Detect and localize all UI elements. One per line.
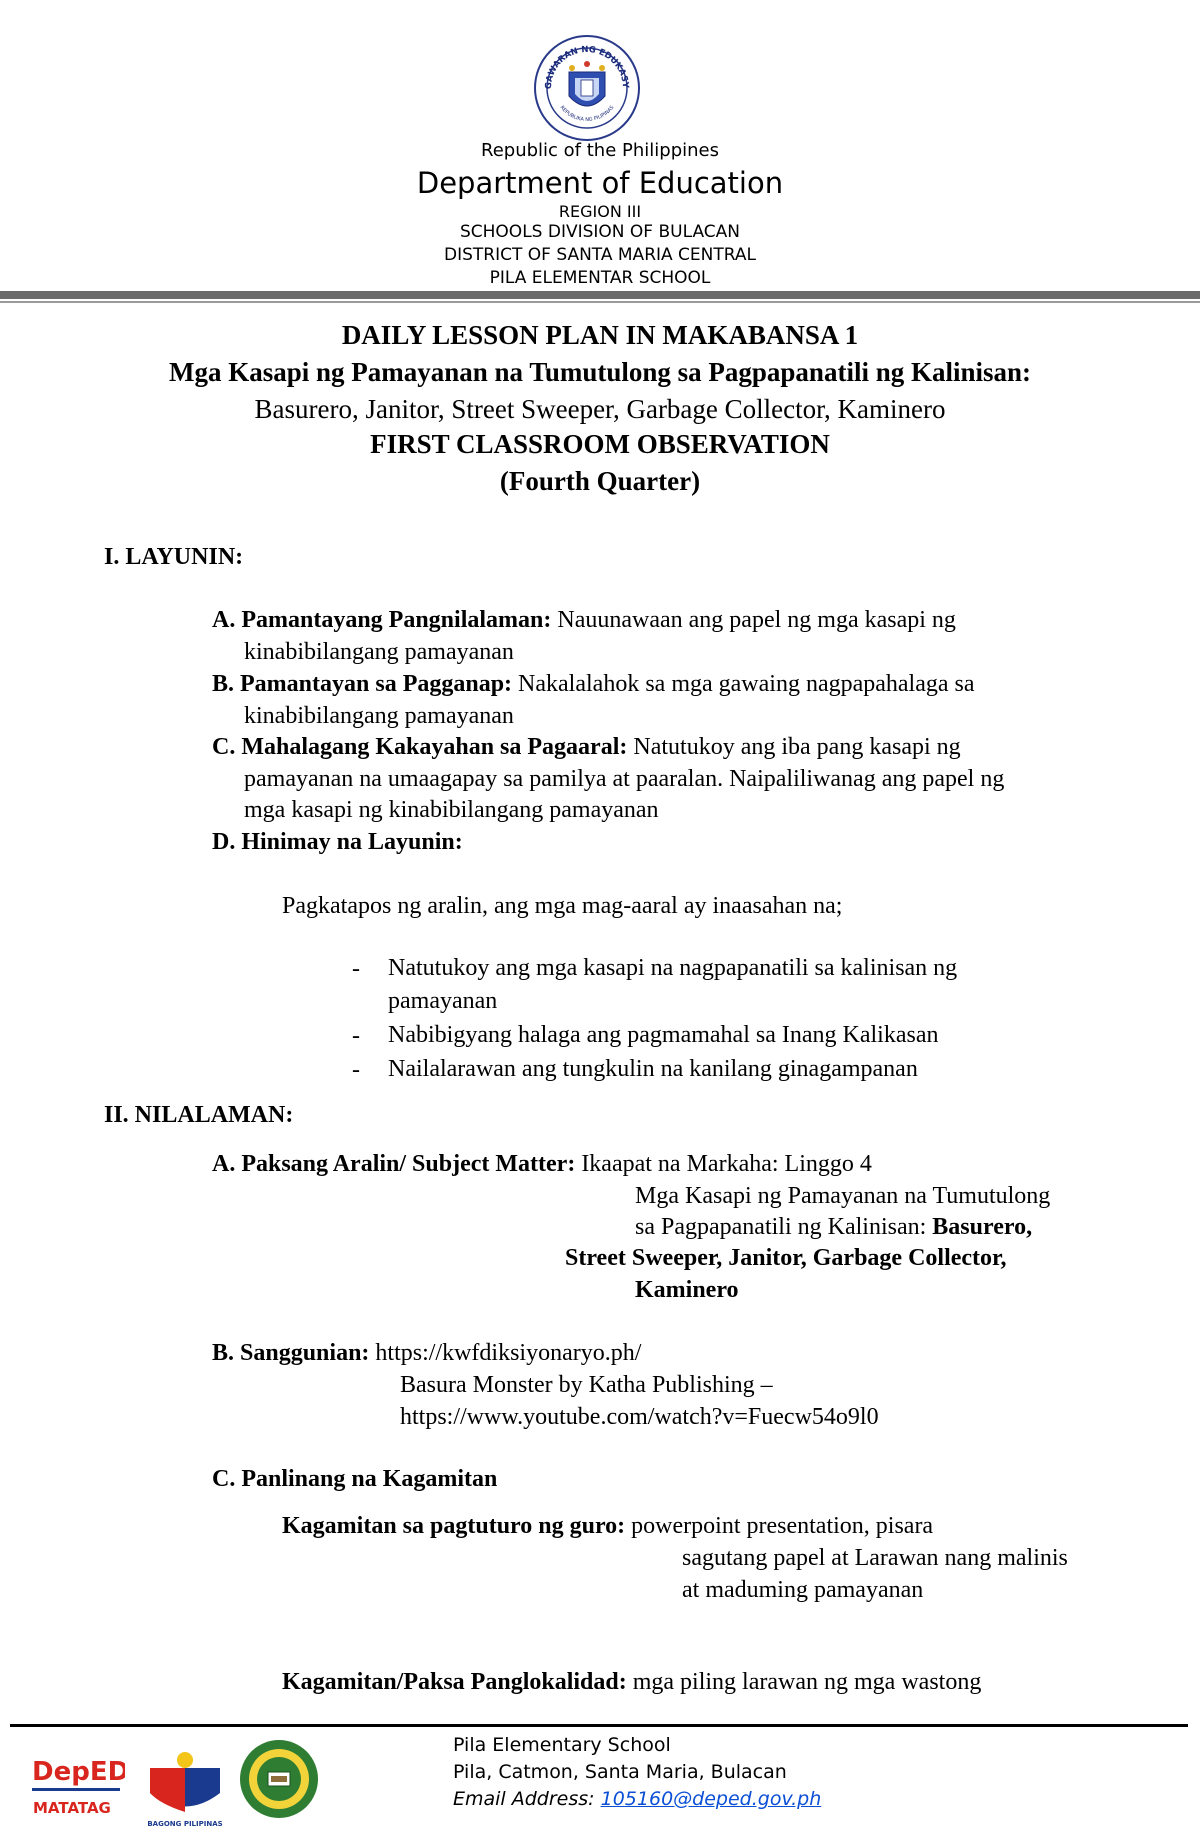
subject-matter-line5: Kaminero — [635, 1277, 739, 1303]
bullet-1-line2: pamayanan — [388, 988, 498, 1014]
republic-text: Republic of the Philippines — [481, 140, 719, 161]
svg-text:REPUBLIKA NG PILIPINAS: REPUBLIKA NG PILIPINAS — [558, 104, 616, 123]
subject-matter-line3 — [635, 1211, 1032, 1243]
subject-matter-text3: sa Pagpapanatili ng Kalinisan: — [635, 1214, 933, 1240]
local-materials-text: mga piling larawan ng mga wastong — [626, 1669, 982, 1695]
item-b-text: Nakalalahok sa mga gawaing nagpapahalaga sa — [512, 671, 975, 697]
subject-matter-line4: Street Sweeper, Janitor, Garbage Collector, — [565, 1245, 1007, 1271]
teacher-materials-line2: sagutang papel at Larawan nang malinis — [682, 1545, 1068, 1571]
page-title: DAILY LESSON PLAN IN MAKABANSA 1 — [341, 320, 859, 350]
item-c-label: C. Mahalagang Kakayahan sa Pagaaral: — [212, 734, 628, 760]
item-c-line1 — [212, 731, 961, 763]
reference-basura-monster: Basura Monster by Katha Publishing – — [400, 1372, 773, 1398]
department-name: Department of Education — [416, 166, 784, 200]
subject-matter-label: A. Paksang Aralin/ Subject Matter: — [212, 1151, 576, 1177]
section-layunin-heading: I. LAYUNIN: — [104, 544, 244, 570]
footer-school-name: Pila Elementary School — [453, 1734, 671, 1756]
email-link[interactable]: 105160@deped.gov.ph — [600, 1788, 822, 1810]
bullet-1-line1: Natutukoy ang mga kasapi na nagpapanatili sa kalinisan ng — [388, 955, 958, 981]
svg-text:MATATAG: MATATAG — [33, 1799, 111, 1817]
school-seal-icon — [238, 1738, 320, 1820]
teacher-materials-label: Kagamitan sa pagtuturo ng guro: — [282, 1513, 626, 1539]
item-c-text: Natutukoy ang iba pang kasapi ng — [627, 734, 961, 760]
deped-logo-icon — [30, 1742, 125, 1822]
item-c-line2: pamayanan na umaagapay sa pamilya at paaralan. Naipaliliwanag ang papel ng — [244, 766, 1005, 792]
svg-text:BAGONG PILIPINAS: BAGONG PILIPINAS — [147, 1820, 223, 1828]
local-materials-line1 — [282, 1666, 981, 1698]
quarter-title: (Fourth Quarter) — [499, 466, 701, 496]
bullet-2: Nabibigyang halaga ang pagmamahal sa Inang Kalikasan — [388, 1022, 939, 1048]
lesson-topic: Mga Kasapi ng Pamayanan na Tumutulong sa Pagpapanatili ng Kalinisan: — [169, 357, 1031, 387]
bagong-pilipinas-logo — [140, 1738, 230, 1828]
email-label: Email Address: — [453, 1788, 595, 1810]
local-materials-label: Kagamitan/Paksa Panglokalidad: — [282, 1669, 627, 1695]
item-b-line2: kinabibilangang pamayanan — [244, 703, 514, 729]
teacher-materials-line1 — [282, 1510, 933, 1542]
objectives-intro: Pagkatapos ng aralin, ang mga mag-aaral ay inaasahan na; — [282, 893, 843, 919]
region-text: REGION III — [558, 202, 642, 221]
bullet-mark: - — [352, 956, 360, 982]
subject-matter-basurero: Basurero, — [932, 1214, 1033, 1240]
teacher-materials-text: powerpoint presentation, pisara — [625, 1513, 934, 1539]
item-a-line2: kinabibilangang pamayanan — [244, 639, 514, 665]
header-divider — [0, 291, 1200, 299]
item-d-label: D. Hinimay na Layunin: — [212, 829, 463, 855]
item-a-line1 — [212, 604, 956, 636]
reference-link-kwf: https://kwfdiksiyonaryo.ph/ — [369, 1340, 642, 1366]
section-nilalaman-heading: II. NILALAMAN: — [104, 1102, 294, 1128]
footer-divider — [10, 1724, 1188, 1727]
header-divider-thin — [0, 301, 1200, 303]
district-text: DISTRICT OF SANTA MARIA CENTRAL — [444, 245, 756, 265]
footer-email-line — [453, 1788, 821, 1810]
bullet-mark: - — [352, 1023, 360, 1049]
subject-matter-line1 — [212, 1148, 872, 1180]
item-a-label: A. Pamantayang Pangnilalaman: — [212, 607, 552, 633]
item-b-line1 — [212, 668, 975, 700]
deped-matatag-logo — [30, 1742, 125, 1822]
bullet-mark: - — [352, 1057, 360, 1083]
svg-text:DepED: DepED — [32, 1757, 125, 1787]
references-label: B. Sanggunian: — [212, 1340, 370, 1366]
deped-seal — [533, 34, 641, 142]
materials-heading: C. Panlinang na Kagamitan — [212, 1466, 498, 1492]
seal-icon — [533, 34, 641, 142]
subject-matter-text: Ikaapat na Markaha: Linggo 4 — [575, 1151, 872, 1177]
item-a-text: Nauunawaan ang papel ng mga kasapi ng — [551, 607, 956, 633]
references-line1 — [212, 1337, 641, 1369]
lesson-subtopic: Basurero, Janitor, Street Sweeper, Garbage Collector, Kaminero — [254, 394, 946, 424]
observation-title: FIRST CLASSROOM OBSERVATION — [370, 429, 830, 459]
teacher-materials-line3: at maduming pamayanan — [682, 1577, 924, 1603]
bullet-3: Nailalarawan ang tungkulin na kanilang ginagampanan — [388, 1056, 918, 1082]
school-seal-logo — [238, 1738, 320, 1820]
svg-text:KAGAWARAN NG EDUKASYON: GAWARAN NG EDUKASY — [543, 44, 631, 90]
reference-link-youtube: https://www.youtube.com/watch?v=Fuecw54o9l0 — [400, 1404, 879, 1430]
item-c-line3: mga kasapi ng kinabibilangang pamayanan — [244, 797, 659, 823]
school-text: PILA ELEMENTAR SCHOOL — [489, 268, 711, 288]
footer-address: Pila, Catmon, Santa Maria, Bulacan — [453, 1761, 787, 1783]
division-text: SCHOOLS DIVISION OF BULACAN — [459, 222, 740, 242]
subject-matter-line2: Mga Kasapi ng Pamayanan na Tumutulong — [635, 1183, 1051, 1209]
bagong-pilipinas-icon — [140, 1738, 230, 1828]
item-b-label: B. Pamantayan sa Pagganap: — [212, 671, 513, 697]
